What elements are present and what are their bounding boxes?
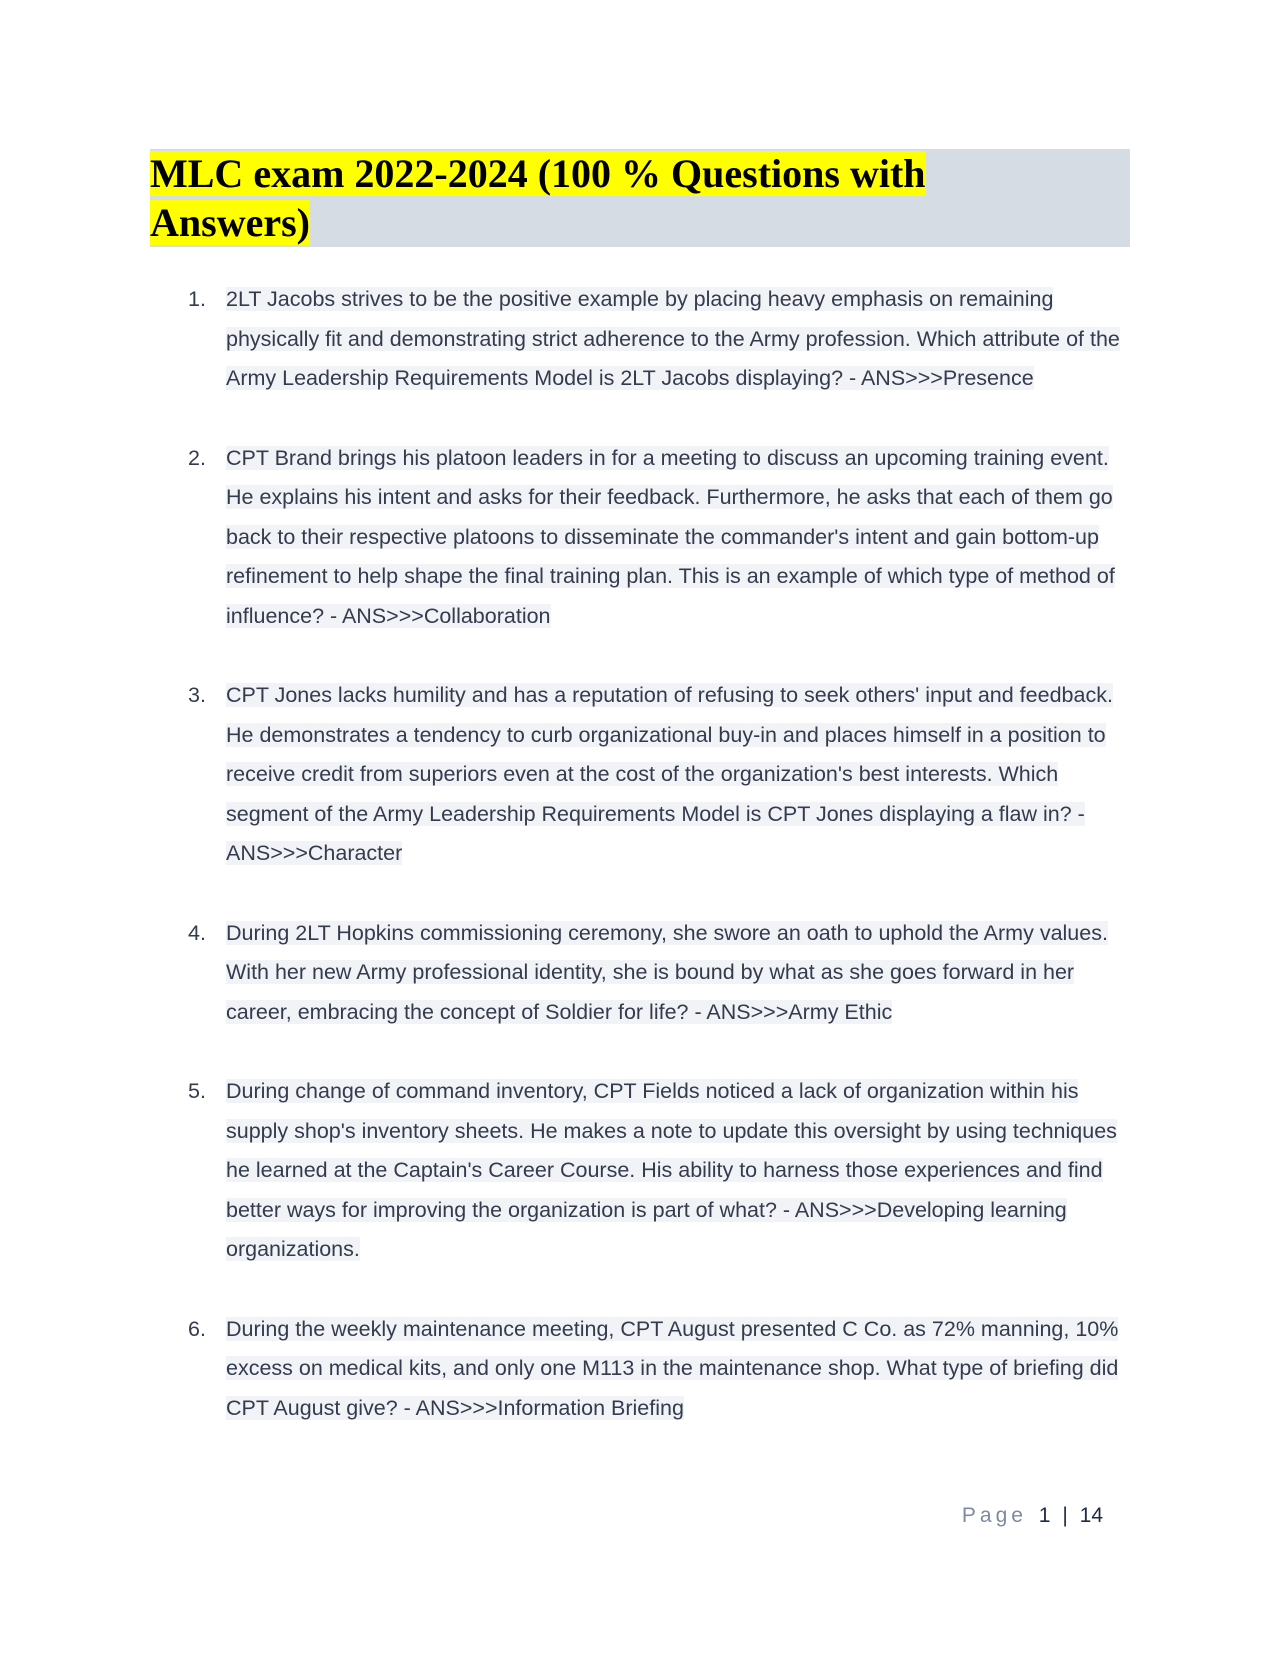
question-number: 3. <box>188 683 206 707</box>
question-item-1 <box>150 280 1130 399</box>
title-line-2: Answers) <box>150 200 310 245</box>
page-separator: | <box>1062 1504 1068 1527</box>
title-line-1: MLC exam 2022-2024 (100 % Questions with <box>150 151 926 196</box>
title-block <box>150 149 1130 247</box>
question-text: CPT Brand brings his platoon leaders in for a meeting to discuss an upcoming training event. He explains his intent and asks for their feedback. Furthermore, he asks that each of them go back to their respective platoons to disseminate the commander's intent and gain bottom-up refinement to help shape the final training plan. This is an example of which type of method of influence? - ANS>>>Collaboration <box>226 445 1115 628</box>
question-number: 1. <box>188 287 206 311</box>
question-text: During 2LT Hopkins commissioning ceremony, she swore an oath to uphold the Army values. With her new Army professional identity, she is bound by what as she goes forward in her career, embracing the concept of Soldier for life? - ANS>>>Army Ethic <box>226 920 1108 1024</box>
question-list <box>150 280 1130 1468</box>
question-text: 2LT Jacobs strives to be the positive example by placing heavy emphasis on remaining physically fit and demonstrating strict adherence to the Army profession. Which attribute of the Army Leadership Requirements Model is 2LT Jacobs displaying? - ANS>>>Presence <box>226 287 1120 390</box>
question-number: 6. <box>188 1316 206 1341</box>
page-footer <box>962 1504 1103 1528</box>
question-number: 5. <box>188 1079 206 1103</box>
page-title <box>150 149 1130 247</box>
question-item-3 <box>150 676 1130 874</box>
current-page-number: 1 <box>1038 1504 1051 1527</box>
question-number: 2. <box>188 445 206 470</box>
question-item-4 <box>150 914 1130 1033</box>
question-item-5 <box>150 1072 1130 1270</box>
question-item-2 <box>150 439 1130 637</box>
question-text: During the weekly maintenance meeting, CPT August presented C Co. as 72% manning, 10% excess on medical kits, and only one M113 in the maintenance shop. What type of briefing did CPT August give? - ANS>>>Information Briefing <box>226 1316 1119 1420</box>
question-number: 4. <box>188 920 206 945</box>
page-label: Page <box>961 1504 1027 1527</box>
question-item-6 <box>150 1310 1130 1429</box>
question-text: During change of command inventory, CPT Fields noticed a lack of organization within his supply shop's inventory sheets. He makes a note to update this oversight by using techniques he learned at the Captain's Career Course. His ability to harness those experiences and find better ways for improving the organization is part of what? - ANS>>>Developing learning organizations. <box>226 1079 1117 1261</box>
total-pages: 14 <box>1079 1504 1103 1527</box>
question-text: CPT Jones lacks humility and has a reputation of refusing to seek others' input and feedback. He demonstrates a tendency to curb organizational buy-in and places himself in a position to receive credit from superiors even at the cost of the organization's best interests. Which segment of the Army Leadership Requirements Model is CPT Jones displaying a flaw in? - ANS>>>Character <box>226 683 1113 865</box>
